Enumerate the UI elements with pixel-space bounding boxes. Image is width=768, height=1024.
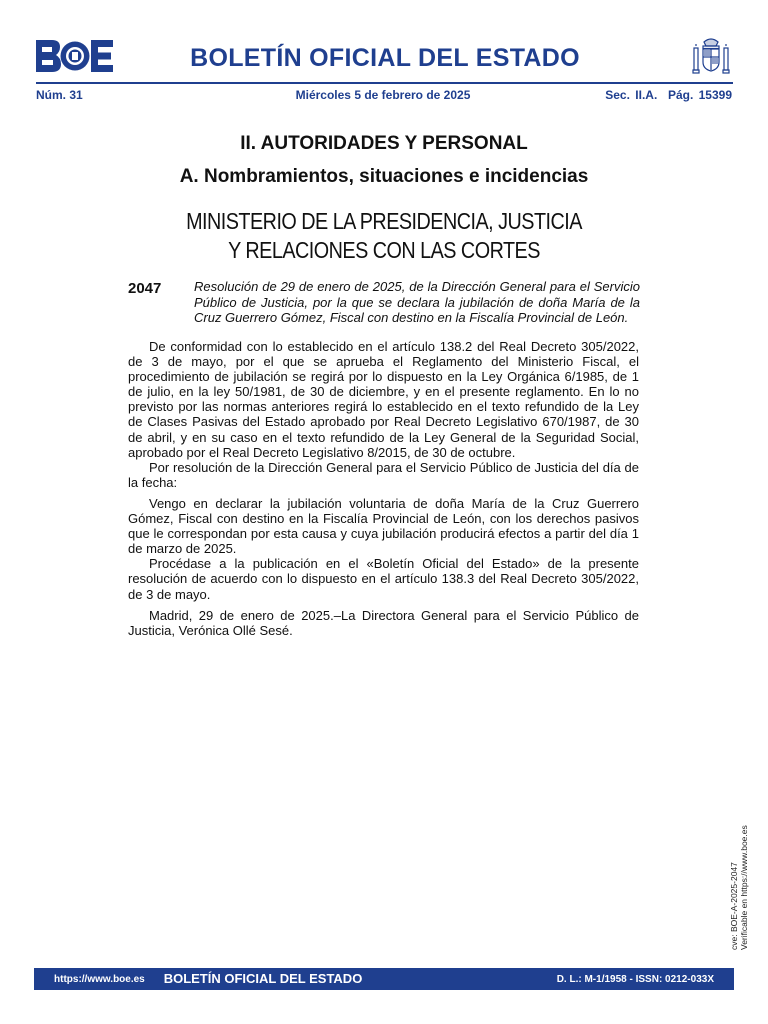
ministry-line-2: Y RELACIONES CON LAS CORTES [228,237,540,263]
header-rule [36,82,733,84]
footer-url-link[interactable]: https://www.boe.es [54,974,145,985]
cve-verification [729,690,749,950]
page-label: Pág. 15399 [667,88,732,102]
ministry-line-1: MINISTERIO DE LA PRESIDENCIA, JUSTICIA [186,208,582,234]
body-paragraph-1: De conformidad con lo establecido en el artículo 138.2 del Real Decreto 305/2022, de 3 de mayo, por el que se aprueba el Reglamento del Ministerio Fiscal, el procedimiento de jubilación se regirá por lo dispuesto en la Ley Orgánica 6/1985, de 1 de julio, en la ley 50/1981, de 30 de diciembre, y en el presente reglamento. En lo no previsto por las normas anteriores regirá lo establecido en el texto refundido de la Ley de Clases Pasivas del Estado aprobado por Real Decreto Legislativo 670/1987, de 30 de abril, y en su caso en el texto refundido de la Ley General de la Seguridad Social, aprobado por el Real Decreto Legislativo 8/2015, de 30 de octubre. [128,339,639,460]
footer-legal-deposit: D. L.: M-1/1958 - ISSN: 0212-033X [556,974,714,985]
issue-number: Núm. 31 [36,88,83,102]
resolution-number: 2047 [128,280,162,297]
resolution-summary: Resolución de 29 de enero de 2025, de la Dirección General para el Servicio Público de Justicia, por la que se declara la jubilación de doña María de la Cruz Guerrero Gómez, Fiscal con destino en la Fiscalía Provincial de León. [194,279,640,325]
body-paragraph-4: Procédase a la publicación en el «Boletín Oficial del Estado» de la presente resolución de acuerdo con lo dispuesto en el artículo 138.3 del Real Decreto 305/2022, de 3 de mayo. [128,556,639,602]
ministry-title [54,207,714,265]
section-label: Sec. II.A. [605,88,658,102]
section-title: II. AUTORIDADES Y PERSONAL [240,133,528,154]
subsection-title: A. Nombramientos, situaciones e incidencias [179,166,589,187]
body-paragraph-2: Por resolución de la Dirección General para el Servicio Público de Justicia del día de la fecha: [128,459,639,490]
cve-code: cve: BOE-A-2025-2047 [729,862,739,950]
document-body [128,339,639,638]
footer-title: BOLETÍN OFICIAL DEL ESTADO [163,971,363,986]
footer-bar [34,968,734,990]
verify-link[interactable]: Verificable en https://www.boe.es [739,825,749,950]
body-paragraph-3: Vengo en declarar la jubilación voluntaria de doña María de la Cruz Guerrero Gómez, Fiscal con destino en la Fiscalía Provincial de León, con los derechos pasivos que le correspondan por esta causa y cuya jubilación producirá efectos a partir del día 1 de marzo de 2025. [128,495,639,557]
boe-logo-icon [36,40,114,77]
masthead-title: BOLETÍN OFICIAL DEL ESTADO [190,44,580,72]
signature-paragraph: Madrid, 29 de enero de 2025.–La Directora General para el Servicio Público de Justicia, Verónica Ollé Sesé. [128,607,639,638]
section-page [605,88,732,102]
issue-date: Miércoles 5 de febrero de 2025 [295,88,471,102]
spain-coat-of-arms-icon [690,36,732,83]
